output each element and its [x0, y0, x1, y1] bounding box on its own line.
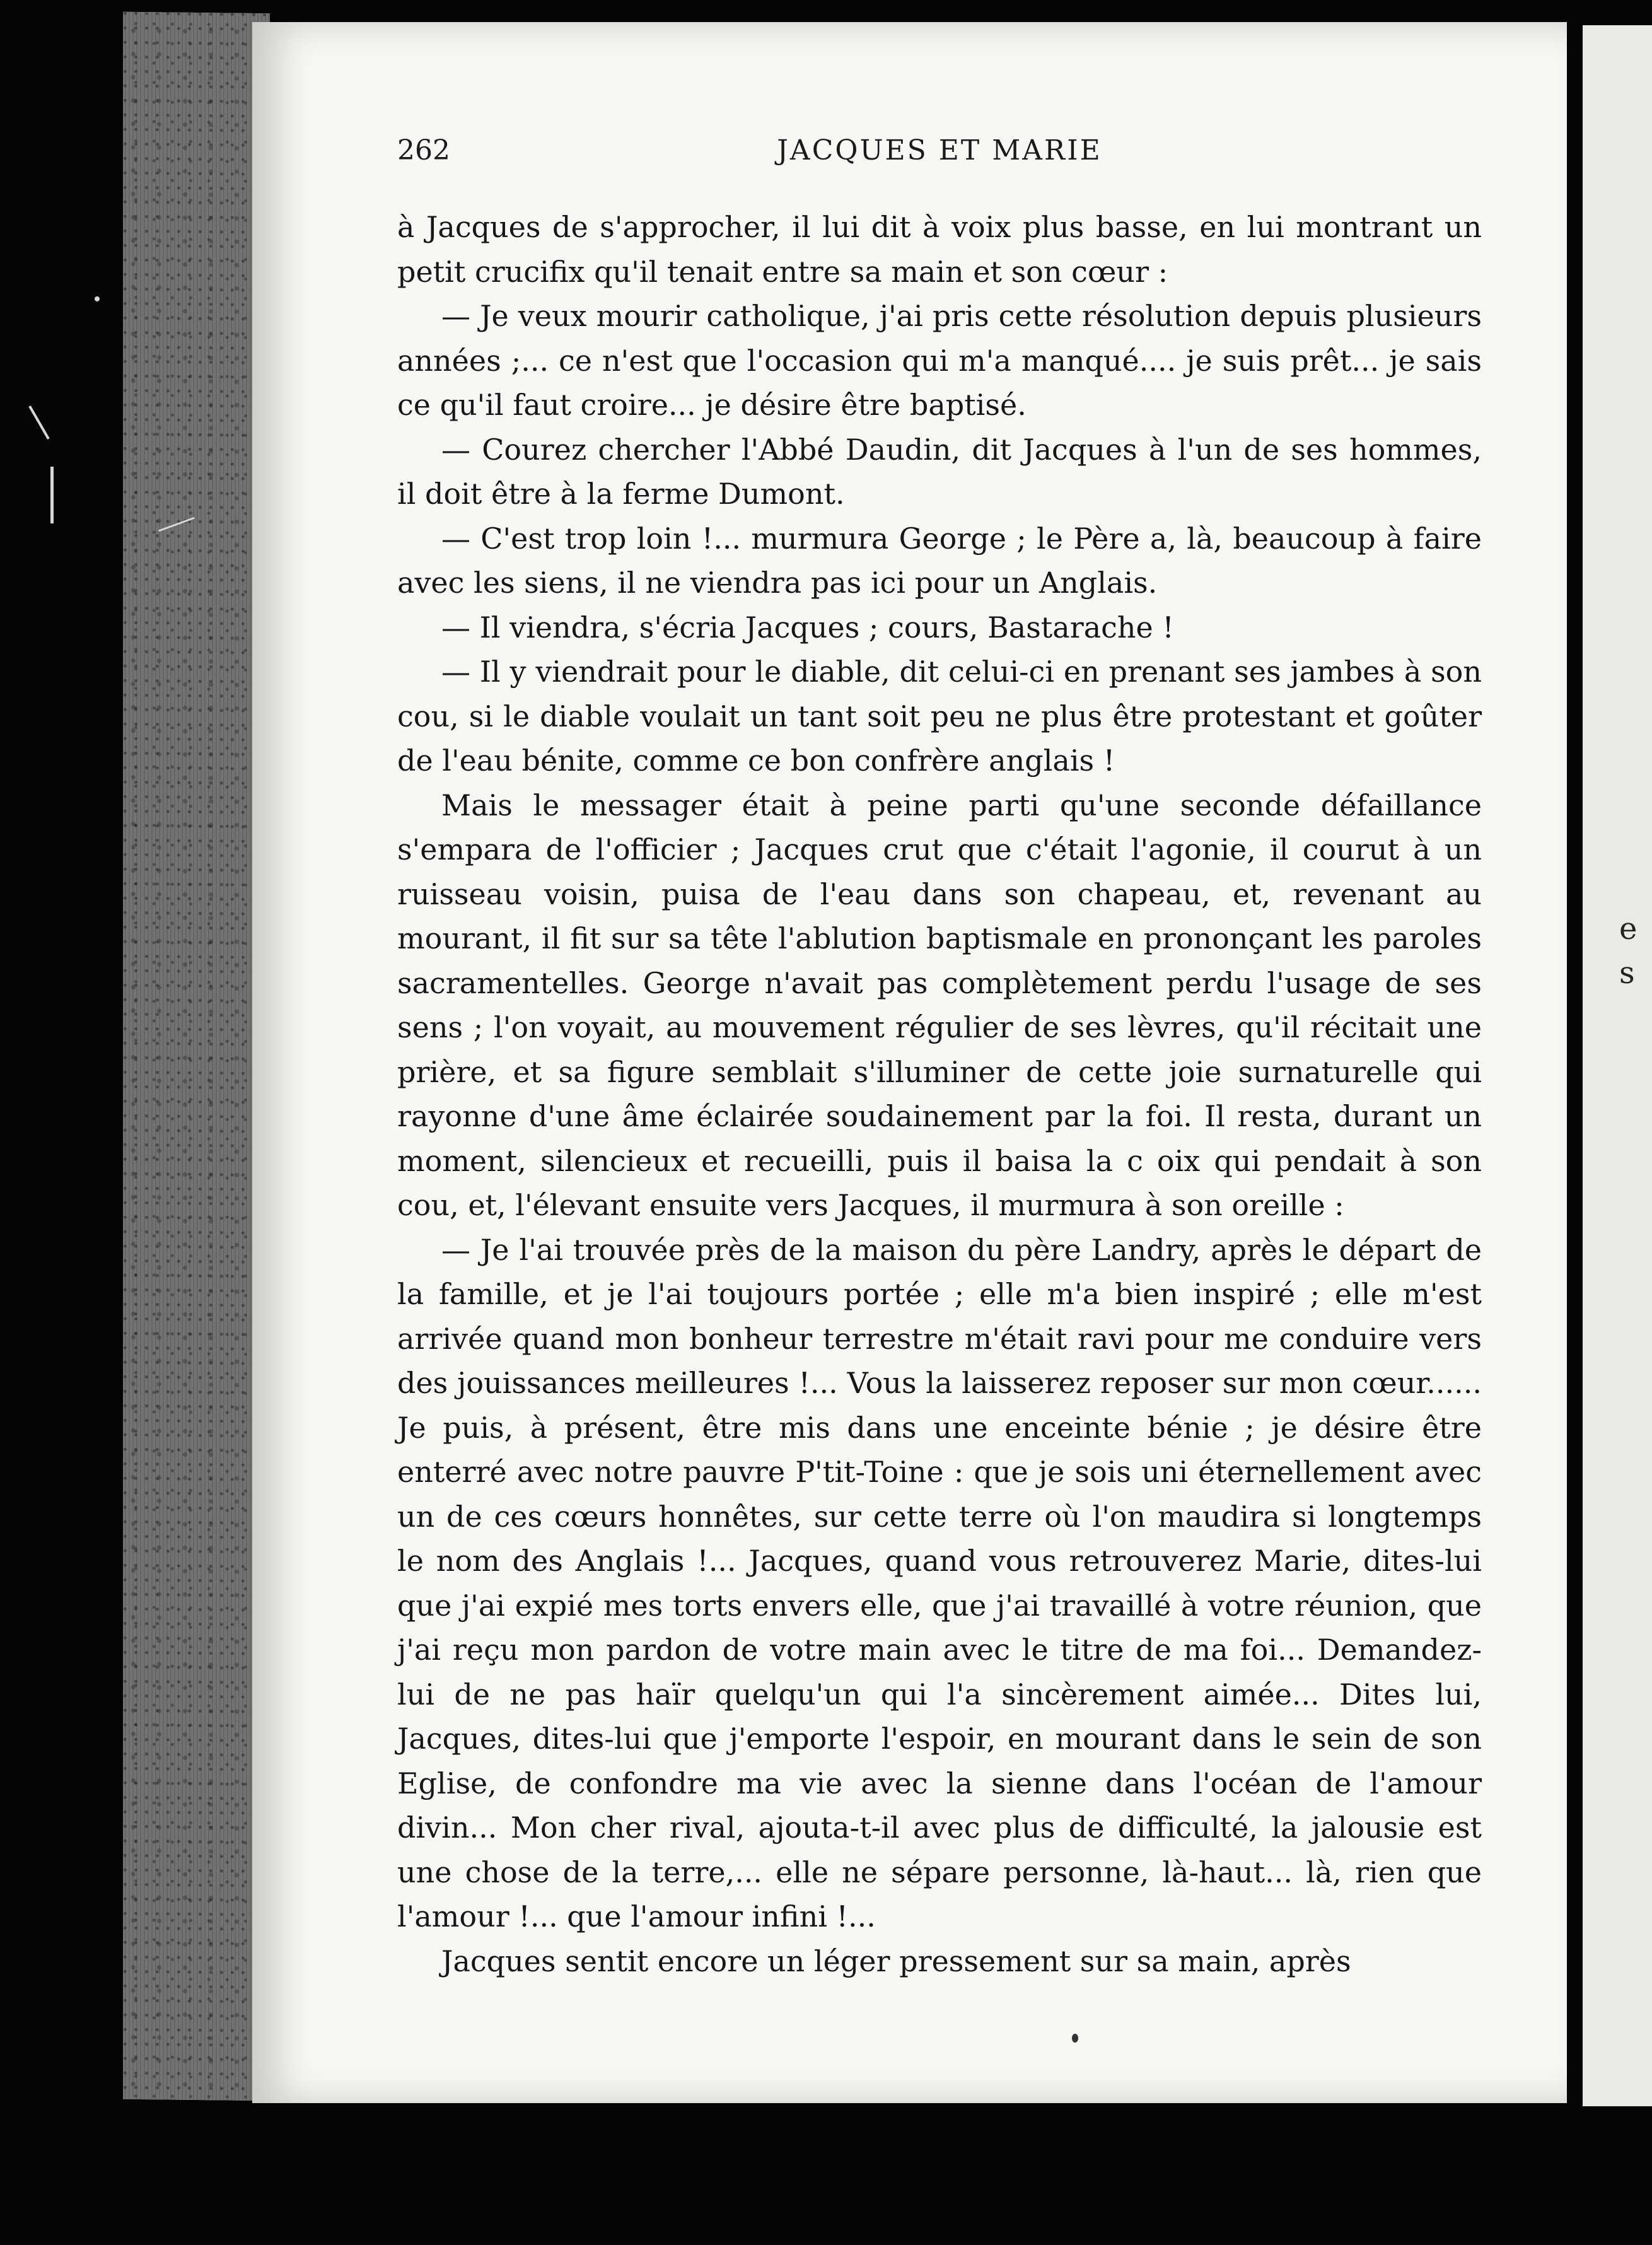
- body-text: [397, 205, 1482, 1983]
- book-fore-edge: [123, 12, 270, 2101]
- next-page-fragment: s: [1619, 955, 1635, 991]
- dust-mark: [50, 467, 54, 523]
- paragraph: — Il y viendrait pour le diable, dit celui-ci en prenant ses jambes à son cou, si le diable voulait un tant soit peu ne plus être protestant et goûter de l'eau bénite, comme ce bon confrère anglais !: [397, 655, 1482, 778]
- page-number: 262: [397, 134, 450, 166]
- paragraph: Jacques sentit encore un léger pressement sur sa main, après: [441, 1944, 1351, 1978]
- dust-mark: [95, 296, 100, 301]
- paragraph: — C'est trop loin !... murmura George ; le Père a, là, beaucoup à faire avec les siens, il ne viendra pas ici pour un Anglais.: [397, 521, 1482, 600]
- paragraph: à Jacques de s'approcher, il lui dit à voix plus basse, en lui montrant un petit crucifix qu'il tenait entre sa main et son cœur :: [397, 210, 1482, 289]
- paragraph: — Je l'ai trouvée près de la maison du père Landry, après le départ de la famille, et je l'ai toujours portée ; elle m'a bien inspiré ; elle m'est arrivée quand mon bonheur terrestre m'était ravi pour me conduire vers des jouissances meilleures !... Vous la laisserez reposer sur mon cœur...... Je puis, à présent, être mis dans une enceinte bénie ; je désire être enterré avec notre pauvre P'tit-Toine : que je sois uni éternellement avec un de ces cœurs honnêtes, sur cette terre où l'on maudira si longtemps le nom des Anglais !... Jacques, quand vous retrouverez Marie, dites-lui que j'ai expié mes torts envers elle, que j'ai travaillé à votre réunion, que j'ai reçu mon pardon de votre main avec le titre de ma foi... Demandez-lui de ne pas haïr quelqu'un qui l'a sincèrement aimée... Dites lui, Jacques, dites-lui que j'emporte l'espoir, en mourant dans le sein de son Eglise, de confondre ma vie avec la sienne dans l'océan de l'amour divin... Mon cher rival, ajouta-t-il avec plus de difficulté, la jalousie est une chose de la terre,... elle ne sépare personne, là-haut... là, rien que l'amour !... que l'amour infini !...: [397, 1232, 1482, 1933]
- ink-speck: [1072, 2034, 1078, 2043]
- paragraph: — Courez chercher l'Abbé Daudin, dit Jacques à l'un de ses hommes, il doit être à la ferme Dumont.: [397, 432, 1482, 511]
- next-page-edge: [1583, 25, 1652, 2106]
- running-title: JACQUES ET MARIE: [777, 134, 1102, 166]
- next-page-fragment: e: [1619, 911, 1637, 947]
- paragraph: Mais le messager était à peine parti qu'une seconde défaillance s'empara de l'officier ; Jacques crut que c'était l'agonie, il courut à un ruisseau voisin, puisa de l'eau dans son chapeau, et, revenant au mourant, il fit sur sa tête l'ablution baptismale en prononçant les paroles sacramentelles. George n'avait pas complètement perdu l'usage de ses sens ; l'on voyait, au mouvement régulier de ses lèvres, qu'il récitait une prière, et sa figure semblait s'illuminer de cette joie surnaturelle qui rayonne d'une âme éclairée soudainement par la foi. Il resta, durant un moment, silencieux et recueilli, puis il baisa la c oix qui pendait à son cou, et, l'élevant ensuite vers Jacques, il murmura à son oreille :: [397, 788, 1482, 1222]
- dust-mark: [28, 405, 49, 440]
- book-page: [252, 22, 1567, 2103]
- paragraph: — Je veux mourir catholique, j'ai pris cette résolution depuis plusieurs années ;... ce n'est que l'occasion qui m'a manqué.... je suis prêt... je sais ce qu'il faut croire... je désire être baptisé.: [397, 299, 1482, 422]
- paragraph: — Il viendra, s'écria Jacques ; cours, Bastarache !: [441, 610, 1174, 644]
- page-header: [397, 134, 1482, 178]
